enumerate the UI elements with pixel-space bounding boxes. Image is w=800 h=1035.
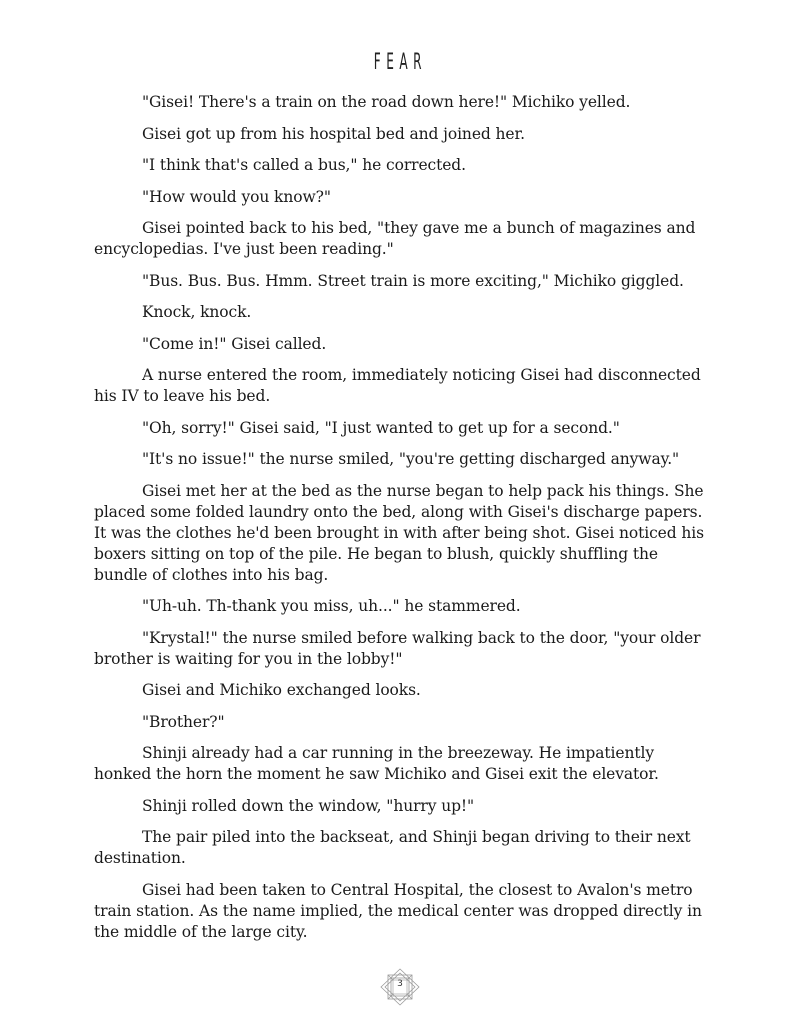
chapter-title: FEAR [373,50,427,75]
paragraph: "Bus. Bus. Bus. Hmm. Street train is more exciting," Michiko giggled. [142,271,684,290]
paragraph: Shinji already had a car running in the breezeway. He impatiently honked the horn the moment he saw Michiko and Gisei exit the elevator. [94,744,659,783]
paragraph: Gisei had been taken to Central Hospital, the closest to Avalon's metro train station. As the name implied, the medical center was dropped directly in the middle of the large city. [94,880,702,941]
paragraph: "It's no issue!" the nurse smiled, "you're getting discharged anyway." [142,450,680,468]
paragraph: "Come in!" Gisei called. [142,334,327,353]
paragraph: The pair piled into the backseat, and Shinji began driving to their next destination. [94,828,691,867]
paragraph: "Oh, sorry!" Gisei said, "I just wanted to get up for a second." [142,418,620,437]
paragraph: Shinji rolled down the window, "hurry up!" [142,796,475,815]
paragraph: "I think that's called a bus," he corrected. [142,156,466,174]
page-number-badge [380,968,420,1006]
paragraph: Gisei got up from his hospital bed and joined her. [142,124,525,143]
paragraph: Gisei pointed back to his bed, "they gave me a bunch of magazines and encyclopedias. I've just been reading." [94,219,696,258]
page-number: 3 [397,979,403,989]
paragraph: "Gisei! There's a train on the road down here!" Michiko yelled. [142,93,631,111]
paragraph: "Brother?" [142,712,225,731]
page-header [0,50,800,75]
paragraph: A nurse entered the room, immediately noticing Gisei had disconnected his IV to leave his bed. [94,366,701,405]
body-text [94,92,706,953]
paragraph: "How would you know?" [142,187,331,206]
paragraph: "Krystal!" the nurse smiled before walking back to the door, "your older brother is waiting for you in the lobby!" [94,628,701,668]
paragraph: Gisei and Michiko exchanged looks. [142,681,421,699]
page-footer [0,968,800,1006]
paragraph: "Uh-uh. Th-thank you miss, uh..." he stammered. [142,597,521,615]
paragraph: Knock, knock. [142,303,252,321]
paragraph: Gisei met her at the bed as the nurse began to help pack his things. She placed some folded laundry onto the bed, along with Gisei's discharge papers. It was the clothes he'd been brought in with after being shot. Gisei noticed his boxers sitting on top of the pile. He began to blush, quickly shuffling the bundle of clothes into his bag. [94,481,704,584]
